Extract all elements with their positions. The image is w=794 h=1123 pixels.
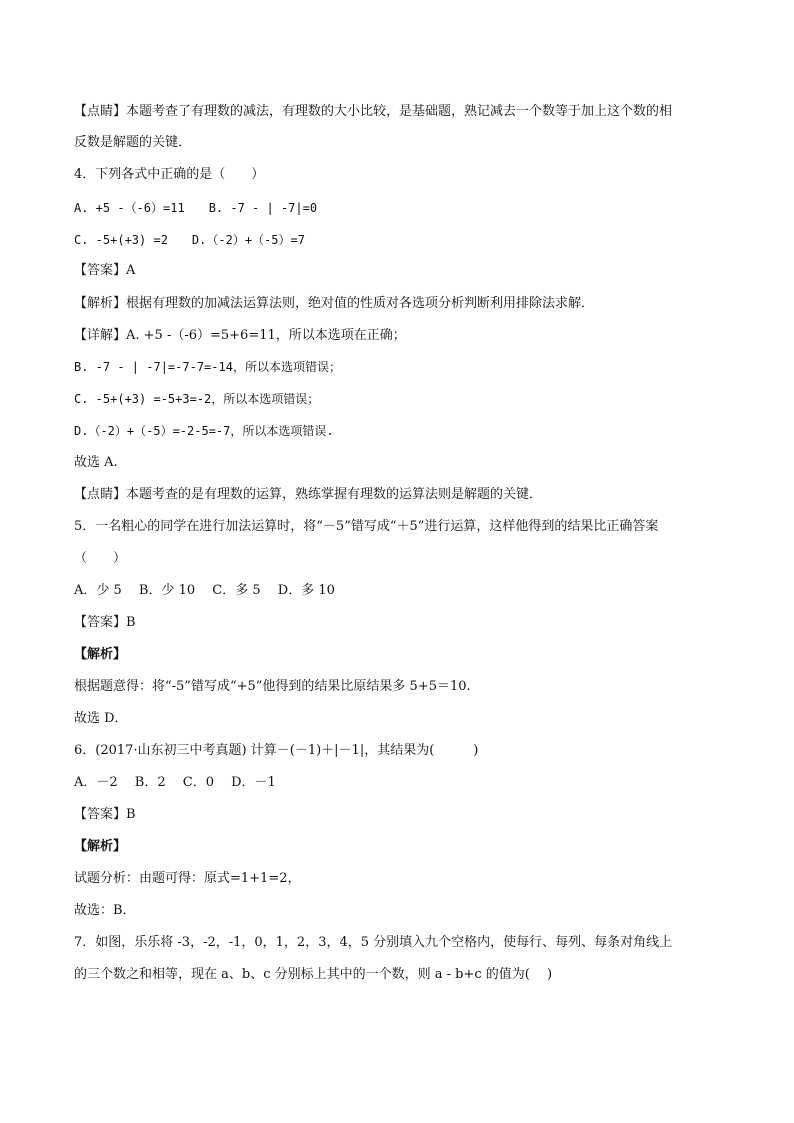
- comment-line: 【点睛】本题考查的是有理数的运算，熟练掌握有理数的运算法则是解题的关键．: [74, 487, 543, 502]
- question-4-options-cd: C. -5+(+3) =2 D.（-2）+（-5）=7: [74, 233, 305, 247]
- answer-line: 【答案】B: [74, 615, 136, 630]
- answer-line: 【答案】A: [74, 263, 136, 278]
- question-4-stem: 4．下列各式中正确的是（ ）: [74, 167, 265, 182]
- analysis-line: 【解析】根据有理数的加减法运算法则，绝对值的性质对各选项分析判断利用排除法求解．: [74, 296, 595, 311]
- answer-line: 【答案】B: [74, 807, 136, 822]
- analysis-text: 根据题意得：将“-5”错写成“+5”他得到的结果比原结果多 5+5＝10.: [74, 679, 471, 694]
- detail-line: 【详解】A. +5 -（-6）=5+6=11，所以本选项在正确；: [74, 328, 406, 343]
- question-5-stem: 5．一名粗心的同学在进行加法运算时，将“－5”错写成“＋5”进行运算，这样他得到的结果比正确答案: [74, 519, 659, 534]
- choose-line: 故选 A.: [74, 455, 118, 470]
- analysis-text: 试题分析：由题可得：原式=1+1=2，: [74, 871, 301, 886]
- choose-line: 故选：B．: [74, 903, 136, 918]
- question-6-stem: 6．(2017·山东初三中考真题) 计算－(－1)＋|－1|，其结果为( ): [74, 743, 479, 758]
- analysis-heading: 【解析】: [74, 647, 127, 662]
- text-line: 【点睛】本题考查了有理数的减法，有理数的大小比较，是基础题，熟记减去一个数等于加上这个数的相: [74, 104, 673, 119]
- question-5-stem-cont: （ ）: [74, 551, 127, 566]
- analysis-heading: 【解析】: [74, 839, 127, 854]
- detail-line: D.（-2）+（-5）=-2-5=-7，所以本选项错误.: [74, 424, 334, 438]
- question-4-options-ab: A. +5 -（-6）=11 B. -7 - | -7|=0: [74, 201, 318, 215]
- detail-line: B. -7 - | -7|=-7-7=-14，所以本选项错误；: [74, 360, 341, 374]
- detail-line: C. -5+(+3) =-5+3=-2，所以本选项错误；: [74, 392, 320, 406]
- question-7-stem: 7．如图，乐乐将 -3，-2，-1，0，1，2，3，4，5 分别填入九个空格内，使每行、每列、每条对角线上: [74, 935, 673, 950]
- question-5-options: A．少 5 B．少 10 C．多 5 D．多 10: [74, 583, 335, 598]
- text-line: 反数是解题的关键．: [74, 135, 192, 150]
- question-6-options: A．－2 B．2 C．0 D．－1: [74, 775, 276, 790]
- choose-line: 故选 D．: [74, 711, 128, 726]
- question-7-stem-cont: 的三个数之和相等，现在 a、b、c 分别标上其中的一个数，则 a - b+c 的值为( ): [74, 967, 553, 982]
